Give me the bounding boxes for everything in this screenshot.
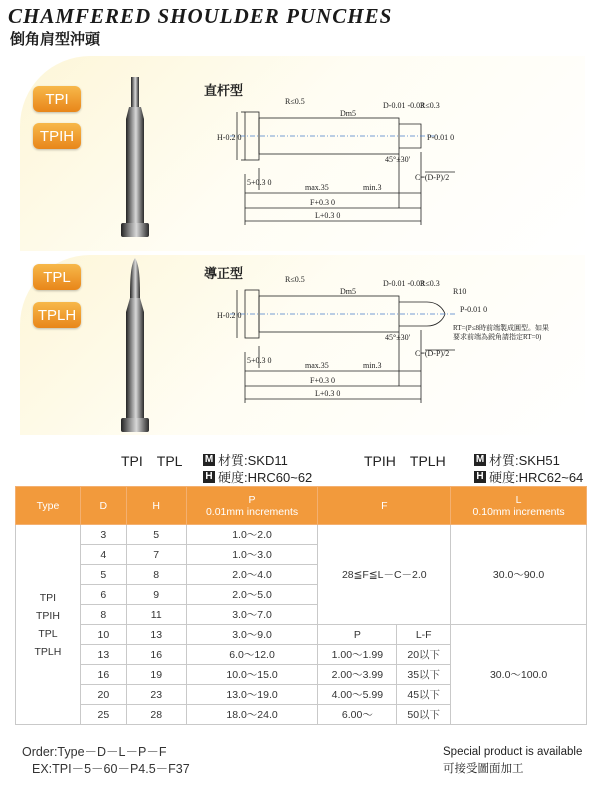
p-cell: 10.0～15.0 bbox=[186, 665, 318, 685]
sub-lf-cell: 50以下 bbox=[397, 705, 451, 725]
pilot-note-line1: RT=(P≤8時前端製成圓型。如果 bbox=[453, 324, 550, 332]
h-cell: 8 bbox=[126, 565, 186, 585]
p-cell: 6.0～12.0 bbox=[186, 645, 318, 665]
p-cell: 3.0～9.0 bbox=[186, 625, 318, 645]
straight-min3-label: min.3 bbox=[363, 183, 382, 192]
h-cell: 19 bbox=[126, 665, 186, 685]
page-title: CHAMFERED SHOULDER PUNCHES bbox=[8, 4, 393, 28]
pilot-f-label: F+0.3 0 bbox=[310, 376, 335, 385]
material-m-icon: M bbox=[475, 453, 485, 465]
h-cell: 23 bbox=[126, 685, 186, 705]
sub-p-cell: 6.00～ bbox=[318, 705, 397, 725]
spec-table bbox=[15, 486, 587, 725]
d-cell: 5 bbox=[80, 565, 126, 585]
left-types-label: TPI TPL bbox=[121, 453, 183, 469]
straight-p-label: P-0.01 0 bbox=[427, 133, 455, 142]
header-l-sub: 0.10mm increments bbox=[472, 505, 565, 518]
page-subtitle: 倒角肩型沖頭 bbox=[10, 31, 101, 48]
order-block bbox=[22, 744, 190, 778]
special-note-en: Special product is available bbox=[443, 746, 583, 758]
straight-d-label: D-0.01 -0.03 bbox=[383, 101, 425, 110]
header-type: Type bbox=[16, 487, 81, 525]
l-range-cell-1: 30.0～90.0 bbox=[451, 525, 587, 625]
right-hardness-text: 硬度:HRC62~64 bbox=[489, 470, 584, 485]
sub-p-cell: 2.00～3.99 bbox=[318, 665, 397, 685]
sub-lf-cell: 20以下 bbox=[397, 645, 451, 665]
d-cell: 13 bbox=[80, 645, 126, 665]
material-m-icon: M bbox=[204, 453, 214, 465]
straight-type-drawing bbox=[215, 90, 455, 235]
straight-l-label: L+0.3 0 bbox=[315, 211, 341, 220]
pilot-min3-label: min.3 bbox=[363, 361, 382, 370]
h-cell: 28 bbox=[126, 705, 186, 725]
left-hardness-text: 硬度:HRC60~62 bbox=[218, 470, 313, 485]
pilot-l-label: L+0.3 0 bbox=[315, 389, 341, 398]
h-cell: 9 bbox=[126, 585, 186, 605]
header-p bbox=[186, 487, 318, 525]
type-cell bbox=[16, 525, 81, 725]
pilot-p-label: P-0.01 0 bbox=[460, 305, 488, 314]
right-material-text: 材質:SKH51 bbox=[489, 453, 560, 468]
pilot-r05-label: R≤0.5 bbox=[285, 275, 305, 284]
sub-header-lf: L-F bbox=[397, 625, 451, 645]
type-value: TPIH bbox=[35, 609, 60, 622]
header-l bbox=[451, 487, 587, 525]
p-cell: 1.0～3.0 bbox=[186, 545, 318, 565]
h-cell: 5 bbox=[126, 525, 186, 545]
tag-tpih: TPIH bbox=[33, 123, 81, 149]
pilot-r03-label: R≤0.3 bbox=[420, 279, 440, 288]
d-cell: 20 bbox=[80, 685, 126, 705]
left-material-text: 材質:SKD11 bbox=[218, 453, 288, 468]
d-cell: 16 bbox=[80, 665, 126, 685]
order-example: EX:TPI－5－60－P4.5－F37 bbox=[32, 762, 190, 776]
hardness-h-icon: H bbox=[474, 471, 486, 483]
pilot-r10-label: R10 bbox=[453, 287, 467, 296]
hardness-h-icon: H bbox=[203, 471, 215, 483]
type-value: TPLH bbox=[34, 645, 62, 658]
d-cell: 10 bbox=[80, 625, 126, 645]
header-f: F bbox=[318, 487, 451, 525]
straight-f-label: F+0.3 0 bbox=[310, 198, 335, 207]
p-cell: 1.0～2.0 bbox=[186, 525, 318, 545]
straight-h-label: H-0.2 0 bbox=[217, 133, 242, 142]
p-cell: 18.0～24.0 bbox=[186, 705, 318, 725]
header-p-label: P bbox=[248, 493, 256, 506]
right-hardness bbox=[474, 467, 583, 486]
p-cell: 13.0～19.0 bbox=[186, 685, 318, 705]
tag-tpi: TPI bbox=[33, 86, 81, 112]
drawing-title-straight: 直杆型 bbox=[204, 83, 244, 98]
type-value: TPL bbox=[38, 627, 58, 640]
h-cell: 16 bbox=[126, 645, 186, 665]
left-hardness bbox=[203, 467, 312, 486]
straight-c-label: C=(D-P)/2 bbox=[415, 173, 450, 182]
pilot-five-label: 5+0.3 0 bbox=[247, 356, 272, 365]
sub-p-cell: 1.00～1.99 bbox=[318, 645, 397, 665]
special-note bbox=[443, 744, 582, 778]
pilot-dm5-label: Dm5 bbox=[340, 287, 356, 296]
pilot-max35-label: max.35 bbox=[305, 361, 329, 370]
h-cell: 13 bbox=[126, 625, 186, 645]
h-cell: 7 bbox=[126, 545, 186, 565]
straight-r03-label: R≤0.3 bbox=[420, 101, 440, 110]
straight-dm5-label: Dm5 bbox=[340, 109, 356, 118]
d-cell: 6 bbox=[80, 585, 126, 605]
p-cell: 3.0～7.0 bbox=[186, 605, 318, 625]
straight-r05-label: R≤0.5 bbox=[285, 97, 305, 106]
pilot-type-drawing bbox=[215, 268, 555, 413]
special-note-zh: 可接受圖面加工 bbox=[443, 763, 524, 775]
l-range-cell-2: 30.0～100.0 bbox=[451, 625, 587, 725]
right-types-label: TPIH TPLH bbox=[364, 453, 446, 469]
straight-five-label: 5+0.3 0 bbox=[247, 178, 272, 187]
drawing-title-pilot: 導正型 bbox=[204, 266, 244, 281]
pilot-c-label: C=(D-P)/2 bbox=[415, 349, 450, 358]
d-cell: 25 bbox=[80, 705, 126, 725]
sub-lf-cell: 45以下 bbox=[397, 685, 451, 705]
h-cell: 11 bbox=[126, 605, 186, 625]
type-value: TPI bbox=[39, 591, 57, 604]
pilot-angle-label: 45°±30' bbox=[385, 333, 411, 342]
p-cell: 2.0～4.0 bbox=[186, 565, 318, 585]
sub-header-p: P bbox=[318, 625, 397, 645]
d-cell: 8 bbox=[80, 605, 126, 625]
pilot-punch-image bbox=[110, 258, 160, 443]
sub-lf-cell: 35以下 bbox=[397, 665, 451, 685]
header-d: D bbox=[80, 487, 126, 525]
d-cell: 4 bbox=[80, 545, 126, 565]
straight-punch-image bbox=[110, 75, 160, 245]
header-h: H bbox=[126, 487, 186, 525]
p-cell: 2.0～5.0 bbox=[186, 585, 318, 605]
d-cell: 3 bbox=[80, 525, 126, 545]
tag-tplh: TPLH bbox=[33, 302, 81, 328]
pilot-d-label: D-0.01 -0.03 bbox=[383, 279, 425, 288]
pilot-note-line2: 要求前端為鋭角請指定RT=0) bbox=[453, 333, 542, 341]
pilot-h-label: H-0.2 0 bbox=[217, 311, 242, 320]
header-p-sub: 0.01mm increments bbox=[205, 505, 299, 518]
straight-angle-label: 45°±30' bbox=[385, 155, 411, 164]
sub-p-cell: 4.00～5.99 bbox=[318, 685, 397, 705]
order-format: Order:Type－D－L－P－F bbox=[22, 745, 167, 759]
header-l-label: L bbox=[515, 493, 522, 506]
f-formula-cell: 28≦F≦L－C－2.0 bbox=[318, 525, 451, 625]
tag-tpl: TPL bbox=[33, 264, 81, 290]
straight-max35-label: max.35 bbox=[305, 183, 329, 192]
